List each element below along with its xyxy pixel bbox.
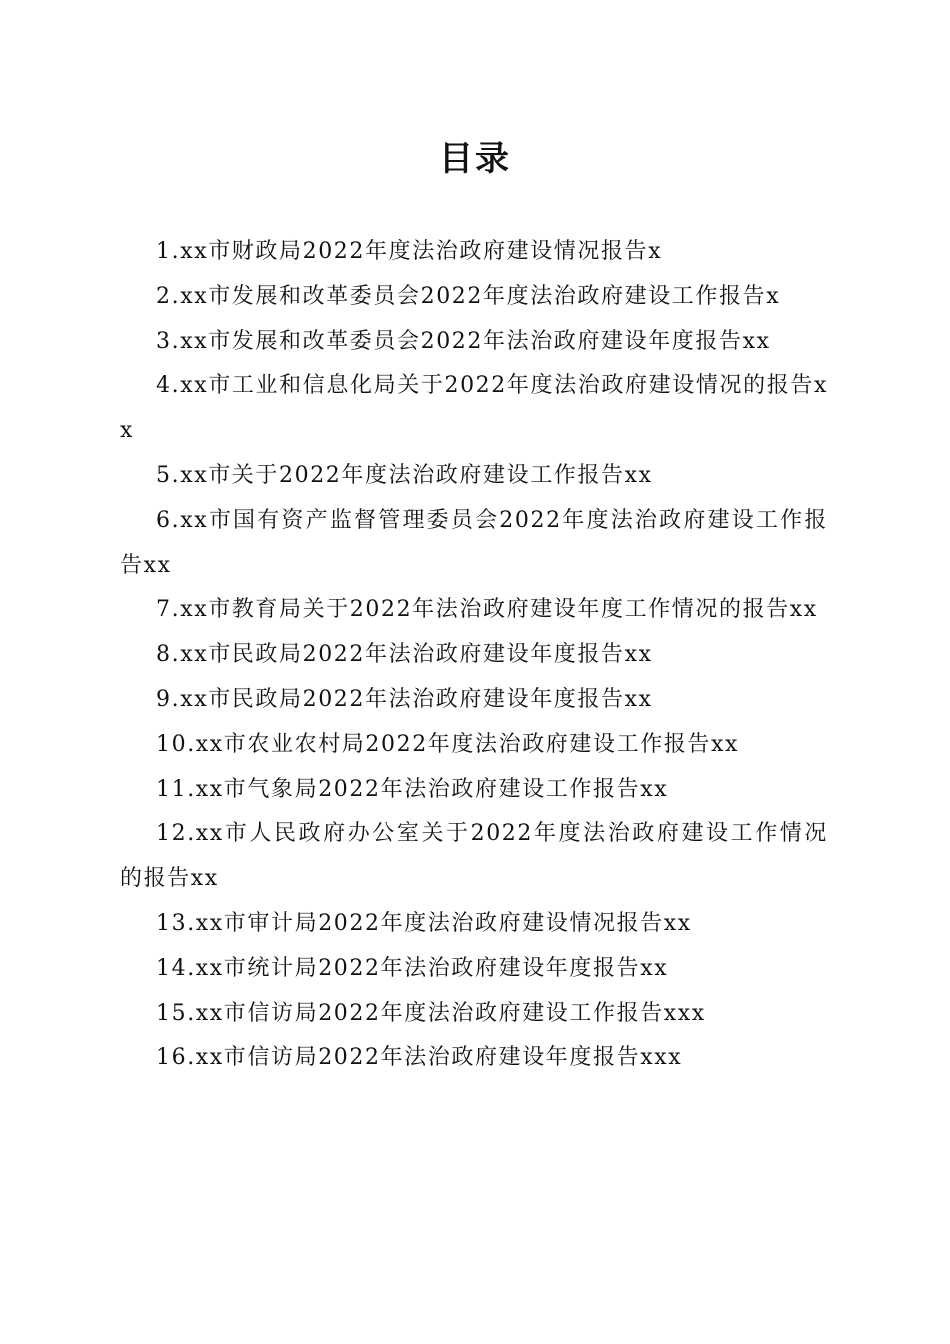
table-of-contents [120, 230, 828, 1081]
toc-entry-12: 12.xx市人民政府办公室关于2022年度法治政府建设工作情况的报告xx [120, 821, 828, 892]
toc-entry-13: 13.xx市审计局2022年度法治政府建设情况报告xx [156, 910, 692, 936]
page-title: 目录 [439, 139, 511, 179]
toc-entry-3: 3.xx市发展和改革委员会2022年法治政府建设年度报告xx [156, 328, 771, 354]
toc-entry-8: 8.xx市民政局2022年法治政府建设年度报告xx [156, 642, 653, 668]
toc-entry-1: 1.xx市财政局2022年度法治政府建设情况报告x [156, 239, 663, 264]
toc-entry-2: 2.xx市发展和改革委员会2022年度法治政府建设工作报告x [156, 283, 781, 309]
toc-entry-16: 16.xx市信访局2022年法治政府建设年度报告xxx [156, 1045, 683, 1071]
toc-entry-15: 15.xx市信访局2022年度法治政府建设工作报告xxx [156, 1000, 706, 1026]
toc-entry-10: 10.xx市农业农村局2022年度法治政府建设工作报告xx [156, 731, 740, 757]
toc-entry-14: 14.xx市统计局2022年法治政府建设年度报告xx [156, 955, 669, 981]
toc-entry-9: 9.xx市民政局2022年法治政府建设年度报告xx [156, 686, 653, 712]
toc-entry-7: 7.xx市教育局关于2022年法治政府建设年度工作情况的报告xx [156, 597, 818, 623]
toc-entry-4: 4.xx市工业和信息化局关于2022年度法治政府建设情况的报告xx [120, 373, 828, 444]
toc-entry-11: 11.xx市气象局2022年法治政府建设工作报告xx [156, 776, 669, 802]
toc-entry-6: 6.xx市国有资产监督管理委员会2022年度法治政府建设工作报告xx [120, 507, 828, 578]
toc-entry-5: 5.xx市关于2022年度法治政府建设工作报告xx [156, 462, 653, 488]
